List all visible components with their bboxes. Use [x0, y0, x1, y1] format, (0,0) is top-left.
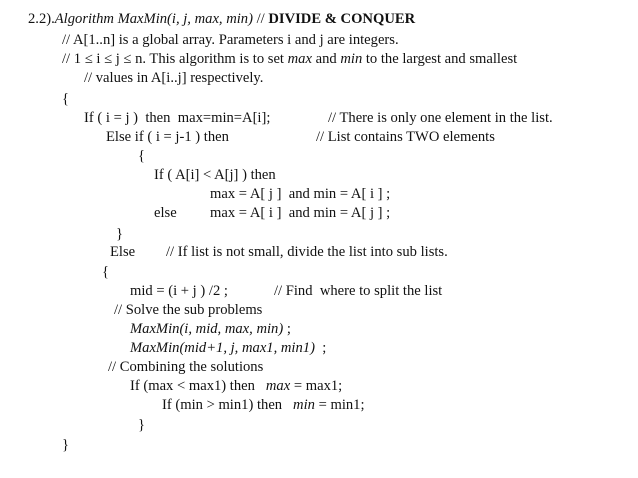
recursive-call: MaxMin(mid+1, j, max1, min1): [130, 340, 315, 356]
code-text: = max1;: [290, 378, 343, 394]
algorithm-signature: Algorithm MaxMin(i, j, max, min): [54, 11, 253, 27]
code-line: [130, 320, 291, 338]
brace-open: {: [138, 148, 146, 164]
brace-open: {: [62, 91, 70, 107]
algorithm-title: [28, 10, 415, 28]
code-comment: // List contains TWO elements: [316, 129, 495, 145]
comment-text: // 1 ≤ i ≤ j ≤ n. This algorithm is to set: [62, 51, 288, 67]
code-line: [162, 396, 365, 414]
code-text: = min1;: [314, 397, 365, 413]
code-text: If (max < max1) then: [130, 378, 266, 394]
var-max: max: [265, 378, 291, 394]
comment-line: // values in A[i..j] respectively.: [84, 70, 264, 86]
comment-text: and: [311, 51, 341, 67]
var-max: max: [287, 51, 312, 67]
code-comment: // Solve the sub problems: [114, 302, 263, 318]
brace-close: }: [62, 437, 70, 453]
code-line: max = A[ j ] and min = A[ i ] ;: [210, 186, 391, 202]
code-comment: // Find where to split the list: [274, 283, 443, 299]
code-line: [130, 377, 342, 395]
var-min: min: [293, 397, 315, 413]
comment-line: [62, 50, 517, 68]
comment-line: // A[1..n] is a global array. Parameters i and j are integers.: [62, 32, 399, 48]
brace-close: }: [116, 226, 124, 242]
brace-open: {: [102, 264, 110, 280]
code-comment: // There is only one element in the list.: [328, 110, 553, 126]
code-keyword: else: [154, 205, 177, 221]
code-comment: // If list is not small, divide the list into sub lists.: [166, 244, 448, 260]
code-line: If ( i = j ) then max=min=A[i];: [84, 110, 271, 126]
code-line: mid = (i + j ) /2 ;: [130, 283, 228, 299]
var-min: min: [340, 51, 363, 67]
brace-close: }: [138, 417, 146, 433]
code-comment: // Combining the solutions: [108, 359, 264, 375]
section-number: 2.2).: [28, 11, 55, 27]
code-text: ;: [314, 340, 327, 356]
comment-text: to the largest and smallest: [362, 51, 518, 67]
code-text: If (min > min1) then: [162, 397, 294, 413]
paradigm-heading: DIVIDE & CONQUER: [268, 11, 416, 27]
code-line: Else if ( i = j-1 ) then: [106, 129, 229, 145]
code-text: ;: [283, 321, 291, 337]
code-keyword: Else: [110, 244, 136, 260]
recursive-call: MaxMin(i, mid, max, min): [130, 321, 284, 337]
code-line: max = A[ i ] and min = A[ j ] ;: [210, 205, 391, 221]
code-line: If ( A[i] < A[j] ) then: [154, 167, 276, 183]
code-line: [130, 339, 326, 357]
comment-separator: //: [252, 11, 269, 27]
